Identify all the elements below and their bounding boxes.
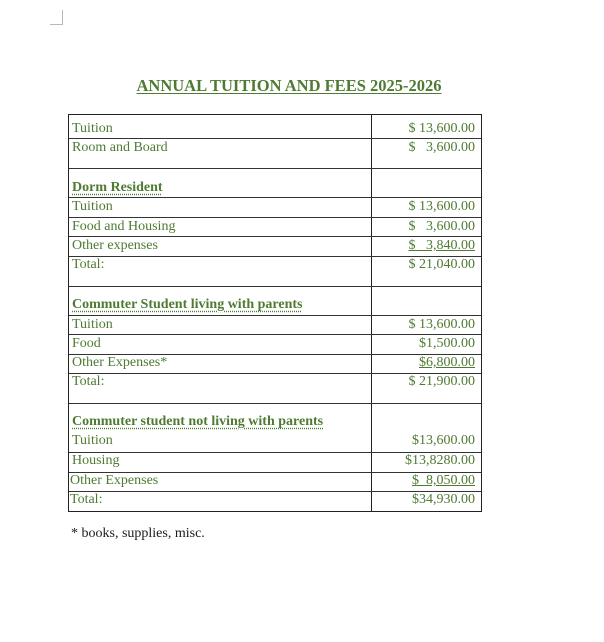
row-label: Food — [72, 336, 101, 351]
footnote: * books, supplies, misc. — [71, 526, 205, 541]
row-label: Tuition — [72, 433, 113, 448]
row-divider — [69, 334, 481, 335]
row-label: Tuition — [72, 199, 113, 214]
total-label: Total: — [72, 257, 105, 272]
row-value: $ 8,050.00 — [412, 473, 475, 488]
page-title: ANNUAL TUITION AND FEES 2025-2026 — [136, 76, 442, 95]
row-value: $13,8280.00 — [405, 453, 475, 468]
row-divider — [69, 138, 481, 139]
row-label: Other Expenses — [70, 473, 159, 488]
section-heading: Dorm Resident — [72, 180, 163, 195]
row-label: Other expenses — [72, 238, 158, 253]
row-divider — [69, 217, 481, 218]
section-divider — [69, 403, 481, 404]
row-divider — [69, 197, 481, 198]
row-value: $ 13,600.00 — [408, 317, 475, 332]
row-value: $6,800.00 — [419, 355, 475, 370]
row-label: Other Expenses* — [72, 355, 168, 370]
total-label: Total: — [70, 492, 103, 507]
total-value: $ 21,040.00 — [408, 257, 475, 272]
fees-table — [68, 114, 482, 512]
row-label: Food and Housing — [72, 219, 176, 234]
total-label: Total: — [72, 374, 105, 389]
section-heading: Commuter Student living with parents — [72, 297, 303, 312]
row-value: $13,600.00 — [412, 433, 475, 448]
row-label: Tuition — [72, 121, 113, 136]
row-divider — [69, 236, 481, 237]
total-value: $34,930.00 — [412, 492, 475, 507]
section-divider — [69, 286, 481, 287]
row-value: $1,500.00 — [419, 336, 475, 351]
row-label: Room and Board — [72, 140, 168, 155]
row-label: Tuition — [72, 317, 113, 332]
row-value: $ 3,600.00 — [408, 140, 475, 155]
row-value: $ 13,600.00 — [408, 199, 475, 214]
total-value: $ 21,900.00 — [408, 374, 475, 389]
row-divider — [69, 315, 481, 316]
section-heading: Commuter student not living with parents — [72, 414, 324, 429]
row-value: $ 3,840.00 — [408, 238, 475, 253]
row-label: Housing — [72, 453, 120, 468]
row-value: $ 3,600.00 — [408, 219, 475, 234]
row-value: $ 13,600.00 — [408, 121, 475, 136]
section-divider — [69, 168, 481, 169]
page-corner-mark — [50, 10, 63, 25]
